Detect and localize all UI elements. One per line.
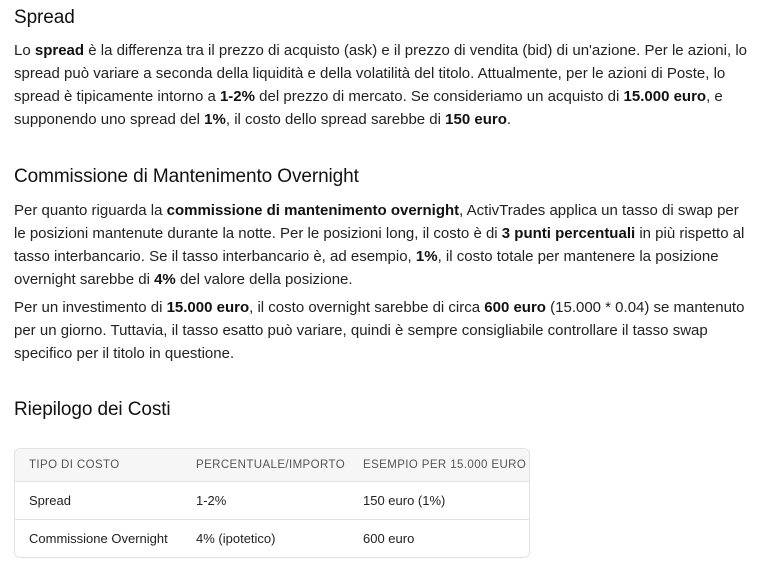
text-run: Per un investimento di — [14, 299, 167, 316]
column-header-percent: PERCENTUALE/IMPORTO — [182, 449, 349, 482]
text-run: , il costo overnight sarebbe di circa — [249, 299, 485, 316]
table-cell: 150 euro (1%) — [349, 482, 529, 520]
text-run: in più rispetto al tasso interbancario. Se il tasso interbancario è, ad esempio, — [14, 225, 745, 265]
bold-text: 600 euro — [484, 299, 546, 316]
text-run: , il costo totale per mantenere la posizione overnight sarebbe di — [14, 248, 719, 288]
text-run: . — [506, 111, 512, 128]
table-cell: Commissione Overnight — [29, 531, 168, 546]
column-header-example: ESEMPIO PER 15.000 EURO — [349, 449, 529, 482]
text-run: del valore della posizione. — [175, 271, 353, 288]
text-run: , il costo dello spread sarebbe di — [225, 111, 446, 128]
text-run: del prezzo di mercato. Se consideriamo un acquisto di — [255, 88, 624, 105]
table-row — [15, 482, 529, 520]
text-run: Per quanto riguarda la — [14, 202, 167, 219]
bold-text: 1-2% — [219, 88, 255, 105]
bold-text: 15.000 euro — [166, 299, 250, 316]
bold-text: 150 euro — [445, 111, 507, 128]
paragraph-overnight-rate — [14, 199, 754, 291]
bold-text: 1% — [204, 111, 226, 128]
table-cell: 1-2% — [182, 482, 349, 520]
text-run: , e supponendo uno spread del — [14, 88, 723, 128]
bold-text: 1% — [415, 248, 438, 265]
table-header-row — [15, 449, 529, 482]
column-header-type: TIPO DI COSTO — [15, 449, 182, 482]
bold-text: 15.000 euro — [623, 88, 707, 105]
paragraph-overnight-example — [14, 296, 754, 365]
bold-text: 4% — [154, 271, 176, 288]
bold-text: 3 punti percentuali — [501, 225, 636, 242]
bold-text: spread — [34, 42, 85, 59]
table-cell: 4% (ipotetico) — [196, 531, 276, 546]
section-heading-summary: Riepilogo dei Costi — [14, 399, 171, 420]
cost-summary-table — [14, 448, 530, 558]
paragraph-spread — [14, 39, 754, 131]
table-row — [15, 520, 529, 558]
section-heading-overnight: Commissione di Mantenimento Overnight — [14, 166, 359, 187]
text-run: è la differenza tra il prezzo di acquisto (ask) e il prezzo di vendita (bid) di un'azione. Per le azioni, lo spread può variare a seconda della liquidità e della volatilità del titolo. Attualmente, per le azioni di Poste, lo spread è tipicamente intorno a — [14, 42, 747, 105]
section-heading-spread: Spread — [14, 7, 75, 28]
table-cell: Spread — [15, 482, 182, 520]
text-run: (15.000 * 0.04) se mantenuto per un giorno. Tuttavia, il tasso esatto può variare, quindi è sempre consigliabile controllare il tasso swap specifico per il titolo in questione. — [14, 299, 745, 362]
bold-text: commissione di mantenimento overnight — [166, 202, 460, 219]
text-run: , ActivTrades applica un tasso di swap per le posizioni mantenute durante la notte. Per le posizioni long, il costo è di — [14, 202, 739, 242]
table-cell: 600 euro — [363, 531, 415, 546]
text-run: Lo — [14, 42, 35, 59]
